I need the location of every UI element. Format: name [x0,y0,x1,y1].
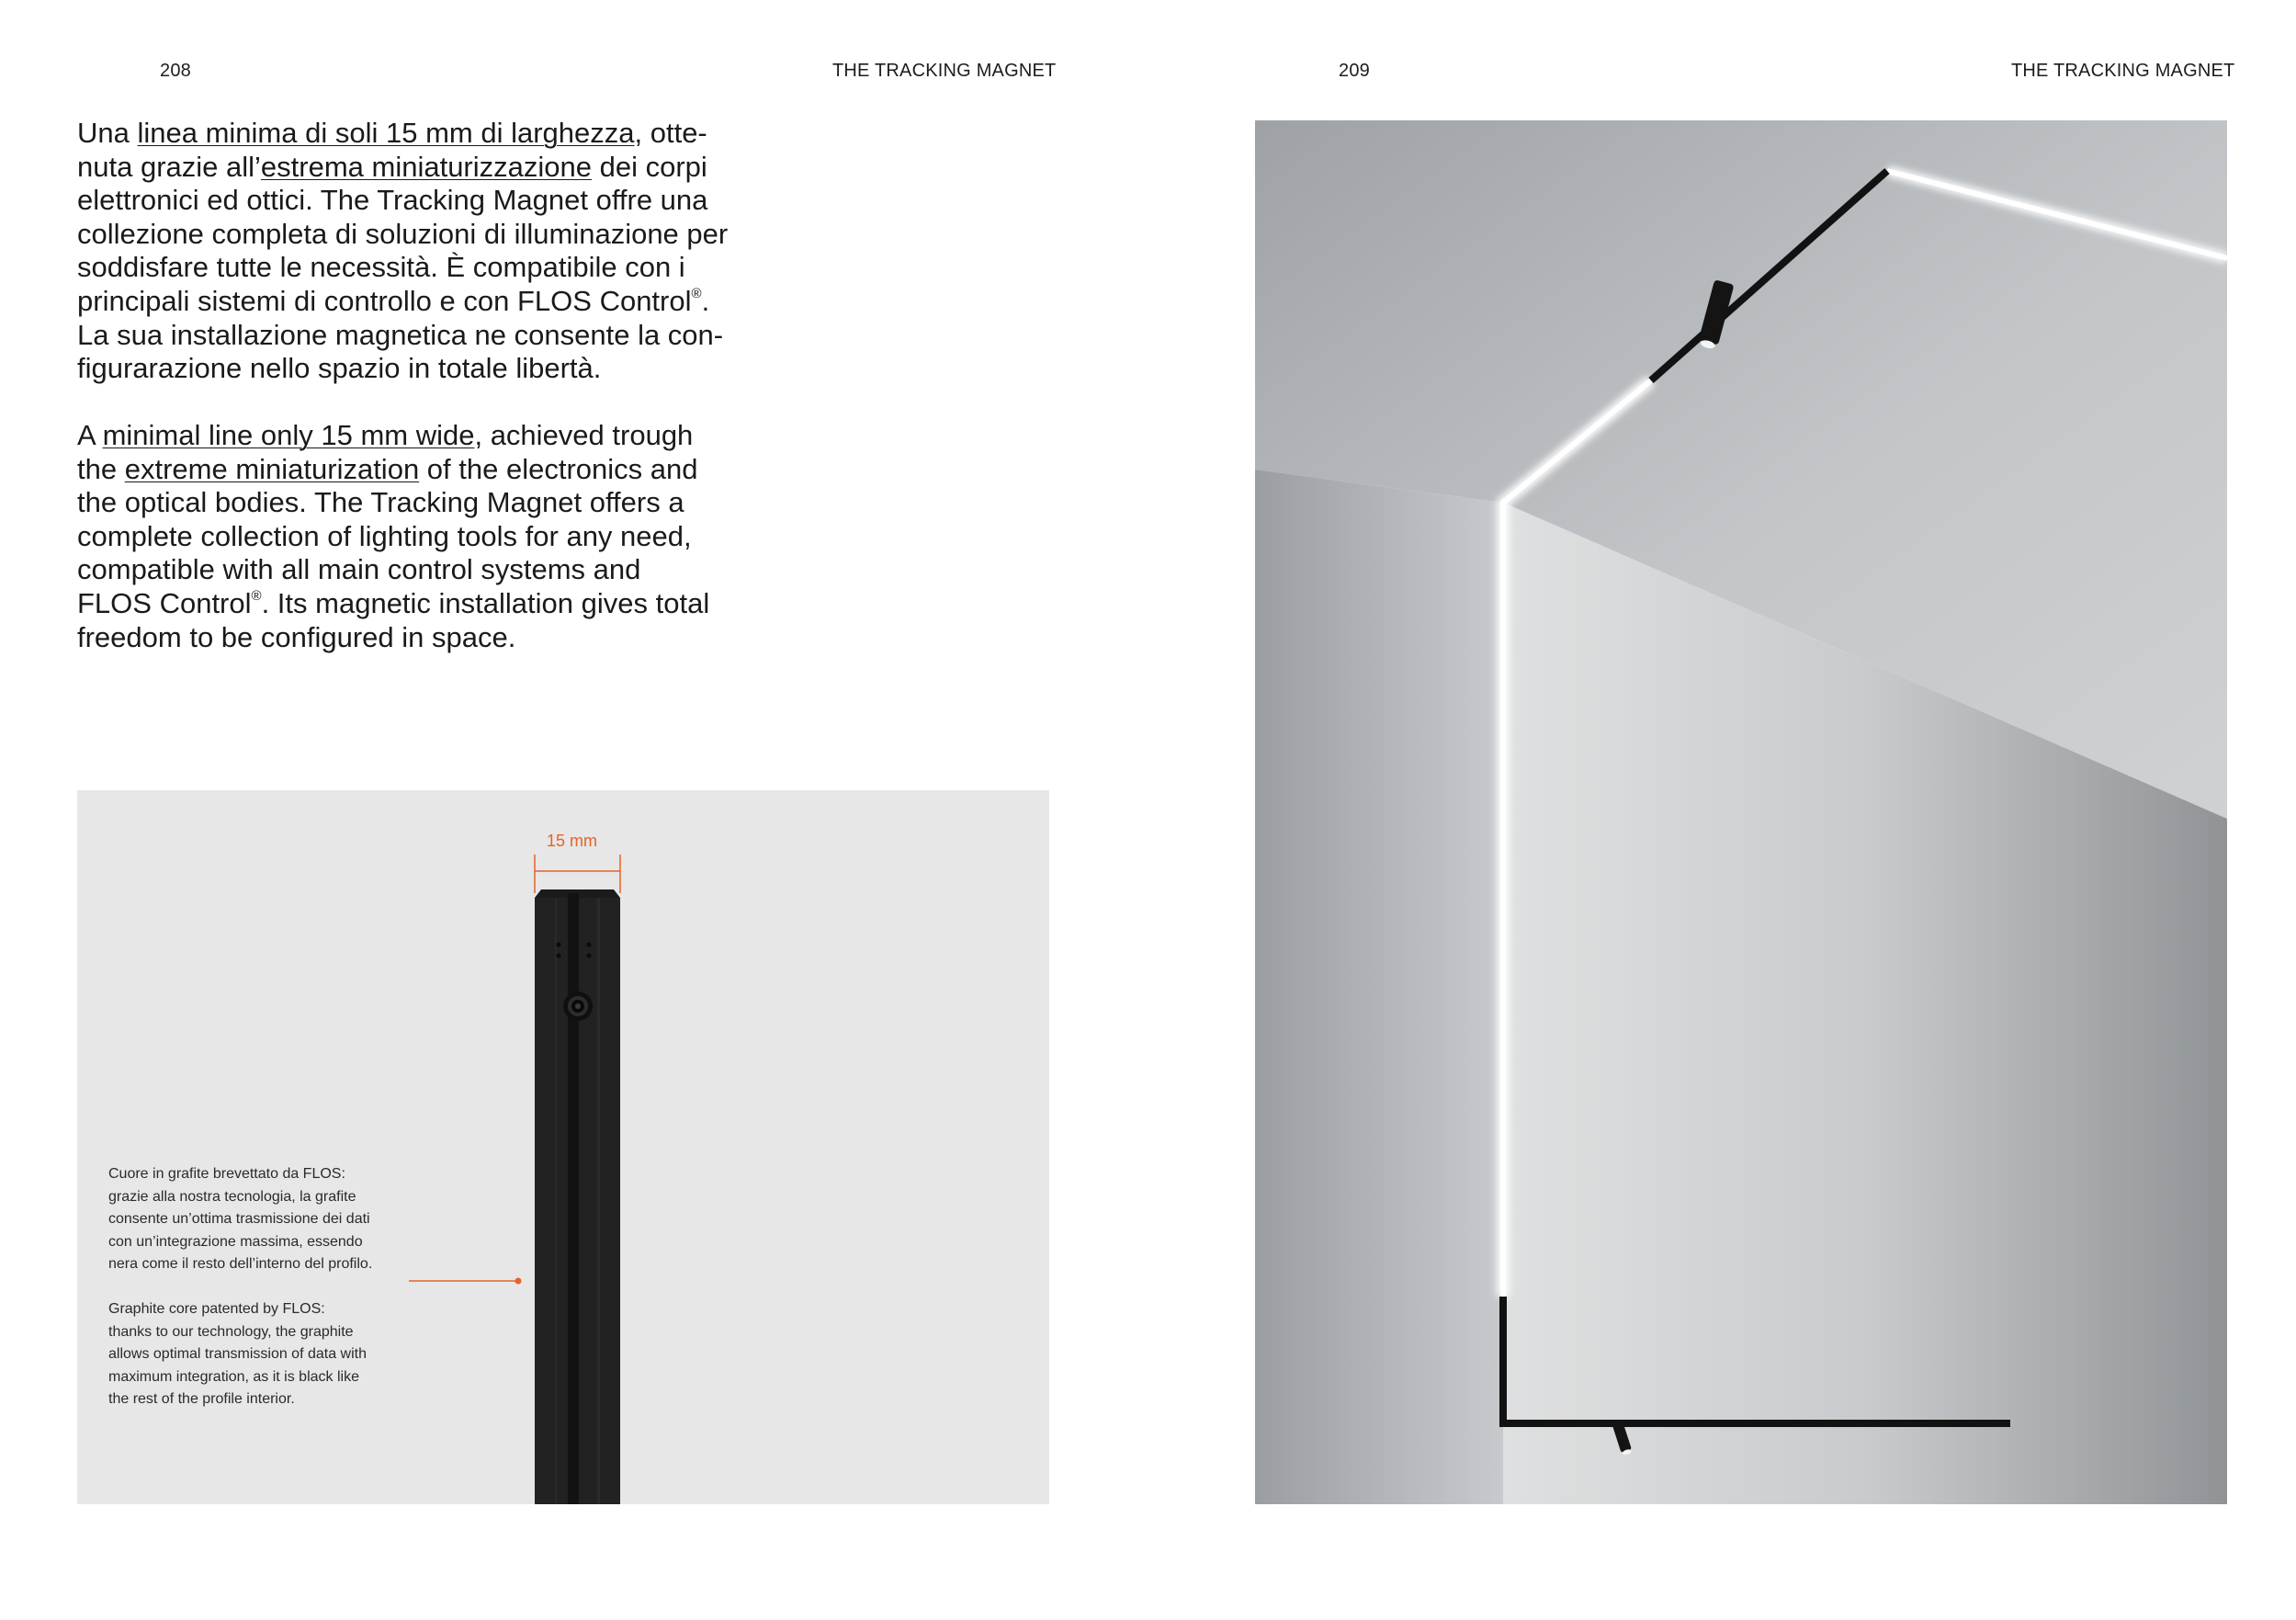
installation-photo [1255,120,2227,1504]
registered-mark: ® [691,285,702,301]
caption-line: grazie alla nostra tecnologia, la grafite [108,1188,356,1205]
connector-screw [563,991,593,1021]
intro-paragraph-english [77,419,739,654]
underlined-phrase: estrema miniaturizzazione [260,150,592,183]
profile-diagram-panel [77,790,1049,1504]
text-line: collezione completa di soluzioni di illuminazione per [77,217,729,250]
text-line: La sua installazione magnetica ne consente la con- [77,318,724,351]
intro-paragraph-italian [77,117,739,386]
dot [586,942,591,946]
text-line: the optical bodies. The Tracking Magnet offers a [77,486,684,519]
caption-italian [108,1163,421,1276]
underlined-phrase: extreme miniaturization [124,452,420,485]
left-running-title: THE TRACKING MAGNET [832,61,1057,81]
text-line: soddisfare tutte le necessità. È compatibile con i [77,251,685,284]
dot [586,953,591,957]
right-running-title: THE TRACKING MAGNET [2011,61,2235,81]
text-line: FLOS Control®. Its magnetic installation gives total [77,586,710,619]
text-line: Una linea minima di soli 15 mm di larghezza, otte- [77,117,707,149]
caption-english [108,1298,421,1411]
text-line: A minimal line only 15 mm wide, achieved trough [77,419,694,451]
photo-illustration [1255,120,2227,1504]
dimension-bracket [535,855,620,893]
text-line: freedom to be configured in space. [77,620,516,653]
callout-dot [515,1278,522,1285]
text-line: complete collection of lighting tools for any need, [77,519,692,552]
registered-mark: ® [251,587,262,604]
caption-line: Cuore in grafite brevettato da FLOS: [108,1166,345,1182]
underlined-phrase: minimal line only 15 mm wide [102,419,475,451]
right-page-number: 209 [1339,61,1370,81]
caption-line: nera come il resto dell’interno del profilo. [108,1256,373,1273]
caption-line: Graphite core patented by FLOS: [108,1301,325,1317]
caption-line: allows optimal transmission of data with [108,1346,368,1363]
caption-line: consente un’ottima trasmissione dei dati [108,1211,370,1228]
caption-line: con un’integrazione massima, essendo [108,1233,363,1250]
caption-line: the rest of the profile interior. [108,1391,295,1408]
text-line: the extreme miniaturization of the electronics and [77,452,698,485]
text-line: compatible with all main control systems and [77,553,641,586]
caption-line: maximum integration, as it is black like [108,1368,359,1385]
left-page-number: 208 [160,61,191,81]
text-line: principali sistemi di controllo e con FLOS Control®. [77,284,710,317]
text-line: nuta grazie all’estrema miniaturizzazione dei corpi [77,150,707,183]
text-line: figurarazione nello spazio in totale libertà. [77,352,602,385]
dot [556,953,560,957]
text-line: elettronici ed ottici. The Tracking Magnet offre una [77,184,708,217]
caption-line: thanks to our technology, the graphite [108,1323,354,1340]
dot [556,942,560,946]
underlined-phrase: linea minima di soli 15 mm di larghezza [137,117,635,149]
dimension-label: 15 mm [547,832,598,850]
